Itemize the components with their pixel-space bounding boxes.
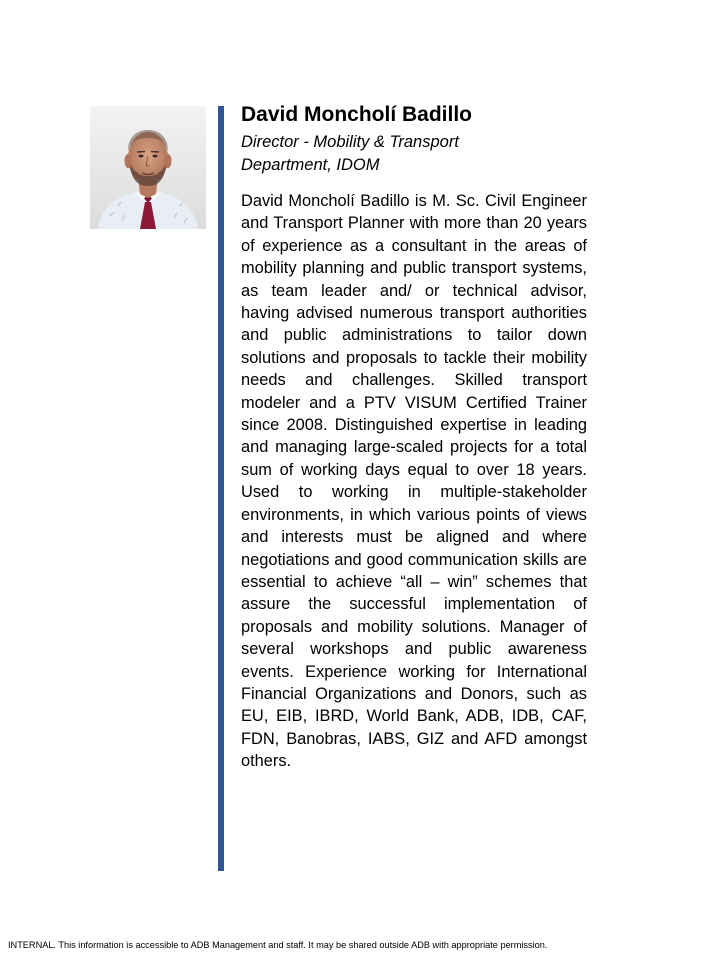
person-role: Director - Mobility & Transport Department, IDOM [241, 133, 459, 174]
portrait-photo-icon [90, 106, 206, 229]
person-name: David Moncholí Badillo [241, 103, 473, 126]
profile-photo [90, 106, 206, 229]
bio-block [241, 100, 587, 773]
accent-bar [218, 106, 224, 871]
footer-notice: INTERNAL. This information is accessible to ADB Management and staff. It may be shared outside ADB with appropriate permission. [8, 940, 548, 950]
person-bio: David Moncholí Badillo is M. Sc. Civil Engineer and Transport Planner with more than 20 years of experience as a consultant in the areas of mobility planning and public transport systems, as team leader and/ or technical advisor, having advised numerous transport authorities and public administrations to tailor down solutions and proposals to tackle their mobility needs and challenges. Skilled transport modeler and a PTV VISUM Certified Trainer since 2008. Distinguished expertise in leading and managing large-scaled projects for a total sum of working days equal to over 18 years. Used to working in multiple-stakeholder environments, in which various points of views and interests must be aligned and where negotiations and good communication skills are essential to achieve “all – win” schemes that assure the successful implementation of proposals and mobility solutions. Manager of several workshops and public awareness events. Experience working for International Financial Organizations and Donors, such as EU, EIB, IBRD, World Bank, ADB, IDB, CAF, FDN, Banobras, IABS, GIZ and AFD amongst others. [241, 192, 587, 771]
